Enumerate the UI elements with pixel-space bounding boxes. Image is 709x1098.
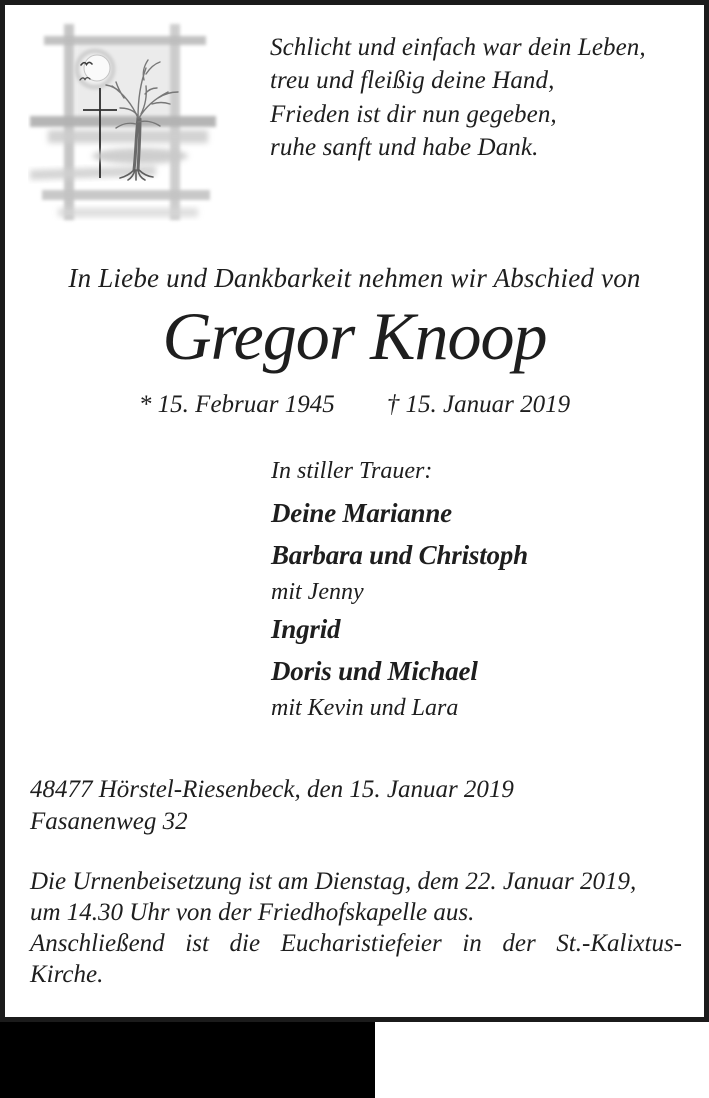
window-tree-cross-sketch-icon: [28, 18, 220, 236]
farewell-intro: In Liebe und Dankbarkeit nehmen wir Abschied von: [68, 263, 641, 293]
funeral-line: Kirche.: [30, 961, 104, 988]
redaction-block: [0, 1022, 375, 1098]
address-line: 48477 Hörstel-Riesenbeck, den 15. Januar 2019: [30, 776, 514, 803]
funeral-line: um 14.30 Uhr von der Friedhofskapelle aus.: [30, 899, 475, 926]
death-date: † 15. Januar 2019: [386, 391, 571, 418]
deceased-name: Gregor Knoop: [162, 298, 547, 374]
mourner-entry: Deine Marianne: [271, 498, 452, 528]
life-dates: [0, 391, 709, 419]
mourner-entry-sub: mit Kevin und Lara: [271, 695, 459, 721]
funeral-info: [30, 866, 682, 990]
mourners-heading: In stiller Trauer:: [271, 458, 433, 484]
mourner-entry: Doris und Michael: [271, 656, 478, 686]
mourners-list: [271, 450, 528, 724]
poem: [270, 31, 646, 165]
poem-line: treu und fleißig deine Hand,: [270, 67, 555, 95]
address-line: Fasanenweg 32: [30, 807, 188, 835]
birth-date: * 15. Februar 1945: [138, 391, 335, 418]
mourner-entry: Ingrid: [271, 614, 341, 644]
funeral-line: Die Urnenbeisetzung ist am Dienstag, dem 22. Januar 2019,: [30, 868, 637, 895]
poem-line: ruhe sanft und habe Dank.: [270, 134, 539, 162]
mourner-entry: Barbara und Christoph: [271, 540, 528, 570]
funeral-line: Anschließend ist die Eucharistiefeier in der St.-Kalixtus-: [30, 930, 682, 957]
address-block: [30, 774, 514, 837]
mourner-entry-sub: mit Jenny: [271, 579, 364, 605]
poem-line: Frieden ist dir nun gegeben,: [270, 100, 557, 128]
poem-line: Schlicht und einfach war dein Leben,: [270, 34, 646, 61]
